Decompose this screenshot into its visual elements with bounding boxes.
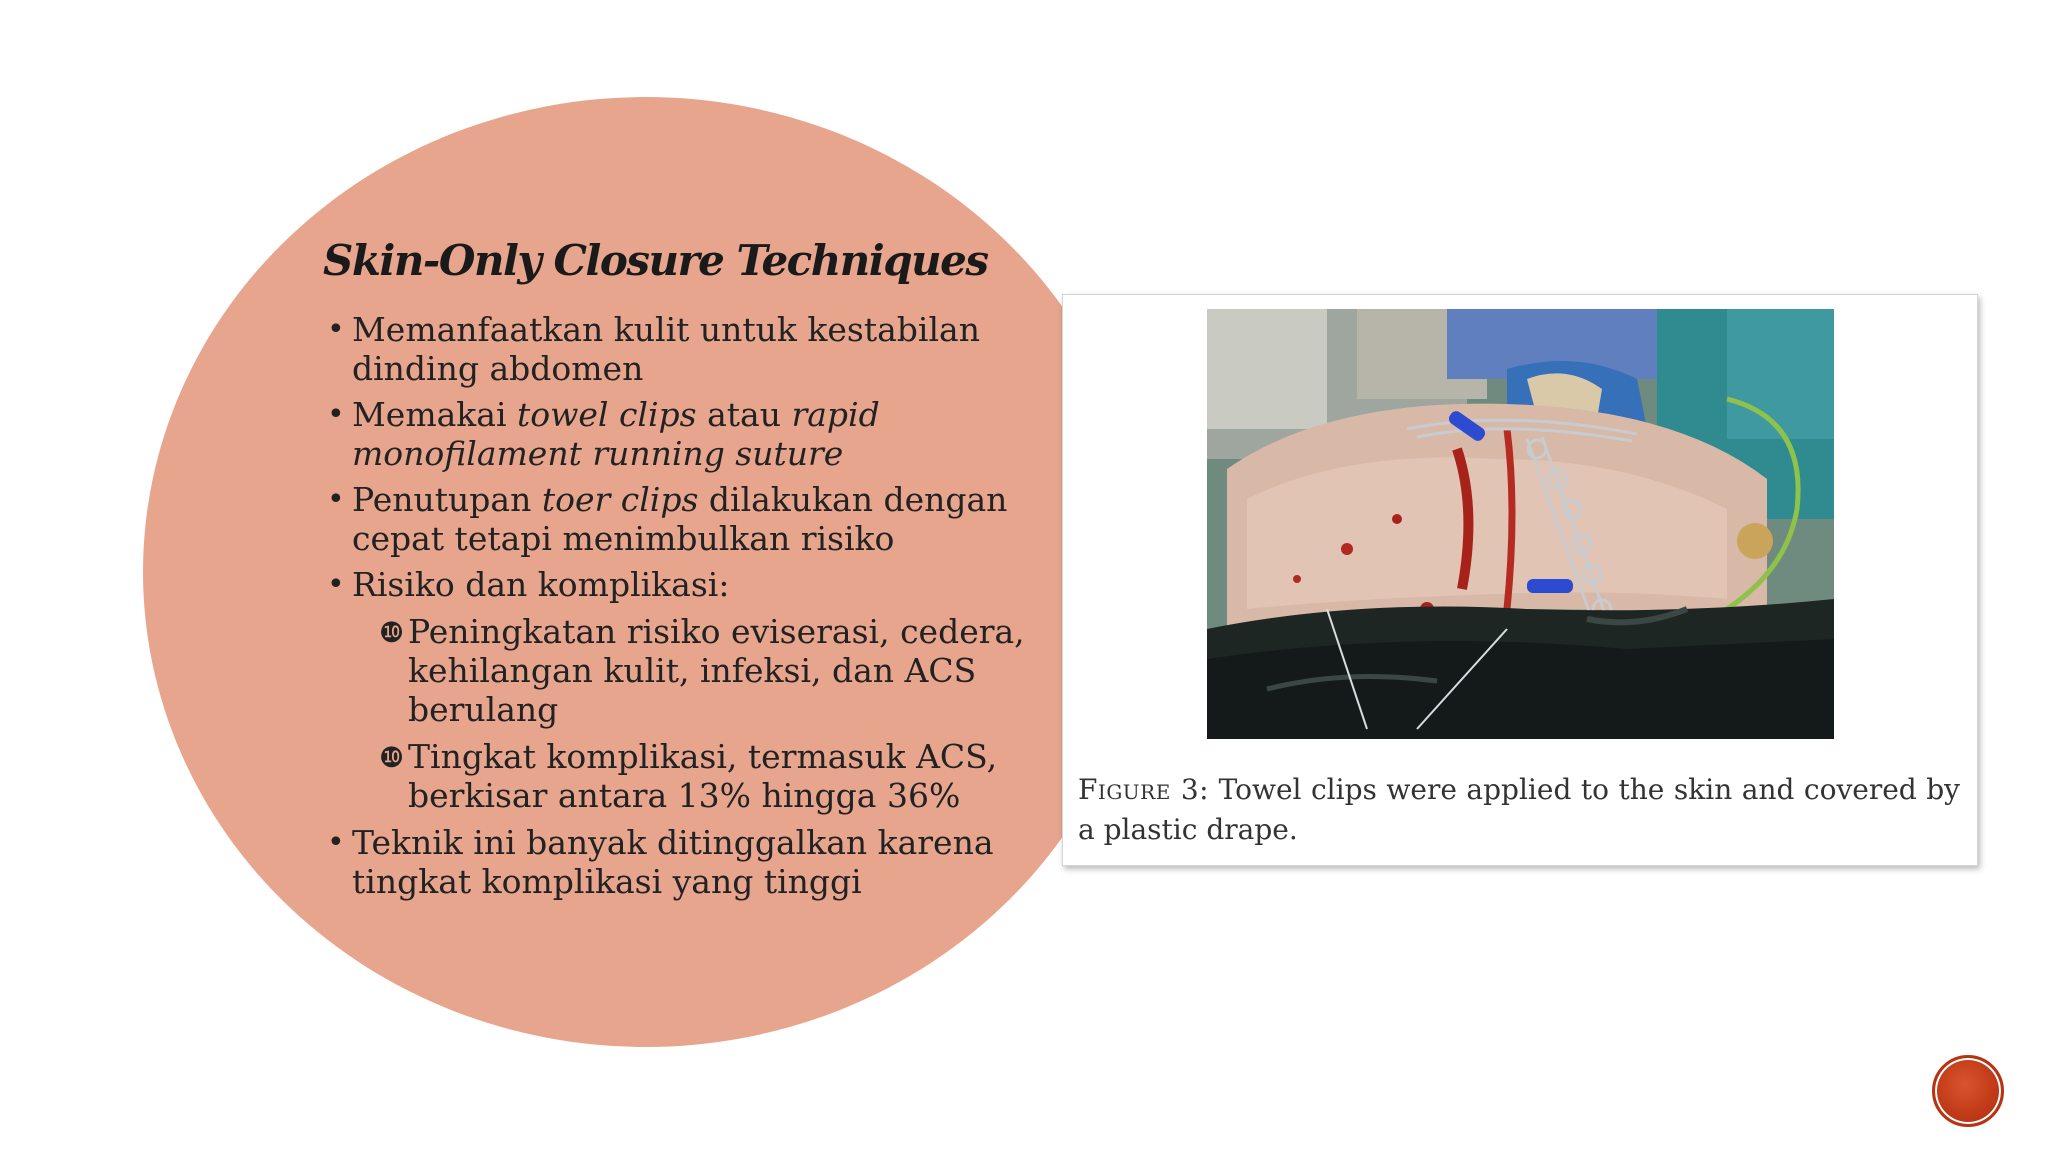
bullet-item xyxy=(327,310,1047,388)
bullet-text: Risiko dan komplikasi: xyxy=(352,565,730,604)
bullet-text: Memanfaatkan kulit untuk kestabilan dinding abdomen xyxy=(352,310,980,388)
figure-caption-label: Figure 3: xyxy=(1078,773,1210,806)
slide-title: Skin-Only Closure Techniques xyxy=(323,236,988,285)
bullet-item xyxy=(327,480,1047,558)
sub-bullet-marker-icon: ❿ xyxy=(379,616,405,649)
surgical-photo-illustration xyxy=(1207,309,1834,739)
sub-bullet-marker-icon: ❿ xyxy=(379,741,405,774)
figure-caption-text: Towel clips were applied to the skin and covered by a plastic drape. xyxy=(1078,773,1960,846)
sub-bullet-text: Peningkatan risiko eviserasi, cedera, kehilangan kulit, infeksi, dan ACS berulang xyxy=(408,612,1025,729)
bullet-text-italic: towel clips xyxy=(517,395,697,434)
slide-number-badge xyxy=(1932,1055,2004,1127)
sub-bullet-item xyxy=(352,737,1047,815)
figure-caption xyxy=(1078,770,1960,850)
bullet-text-part: Penutupan xyxy=(352,480,542,519)
bullet-text-italic: toer clips xyxy=(541,480,699,519)
surgical-photo xyxy=(1207,309,1834,739)
bullet-marker: • xyxy=(327,482,345,517)
sub-bullet-list xyxy=(352,612,1047,815)
bullet-text-part: dilakukan dengan cepat tetapi menimbulkan risiko xyxy=(352,480,1008,558)
bullet-item xyxy=(327,395,1047,473)
bullet-text: Teknik ini banyak ditinggalkan karena tingkat komplikasi yang tinggi xyxy=(352,823,994,901)
bullet-marker: • xyxy=(327,567,345,602)
sub-bullet-item xyxy=(352,612,1047,729)
bullet-marker: • xyxy=(327,312,345,347)
bullet-text-italic: rapid monofilament running suture xyxy=(352,395,880,473)
bullet-item xyxy=(327,565,1047,815)
sub-bullet-text: Tingkat komplikasi, termasuk ACS, berkisar antara 13% hingga 36% xyxy=(408,737,998,815)
bullet-marker: • xyxy=(327,825,345,860)
bullet-item xyxy=(327,823,1047,901)
bullet-marker: • xyxy=(327,397,345,432)
bullet-text-part: Memakai xyxy=(352,395,517,434)
bullet-text-part: atau xyxy=(696,395,792,434)
bullet-list xyxy=(327,310,1047,908)
